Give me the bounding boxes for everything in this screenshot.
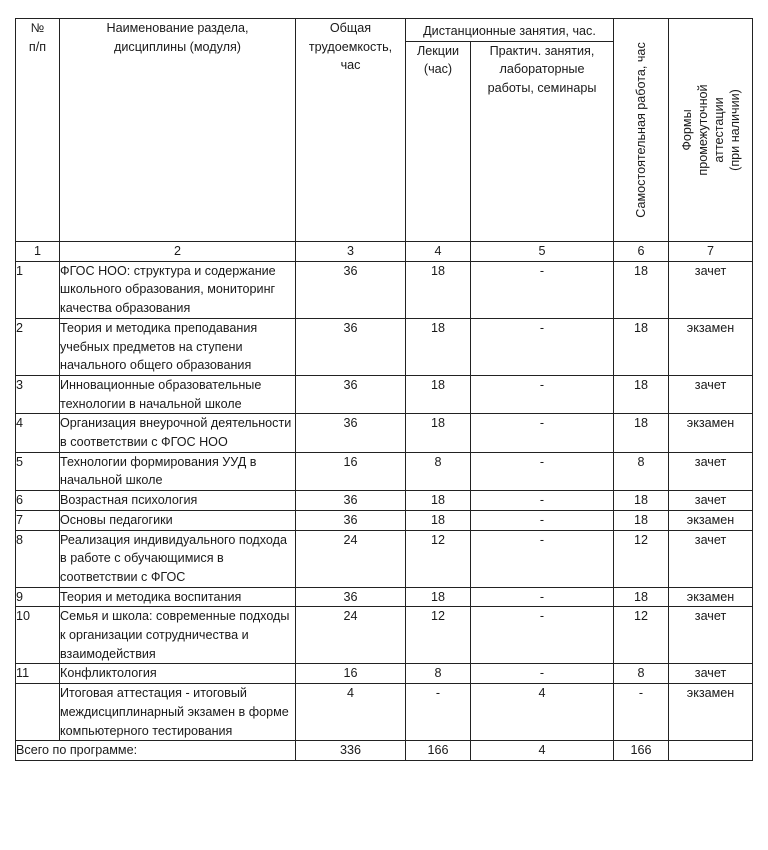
row-number: 1 — [16, 261, 60, 318]
row-lecture-hours: 12 — [406, 530, 471, 587]
table-row — [16, 530, 753, 587]
row-self-work-hours: 12 — [614, 607, 669, 664]
row-number: 9 — [16, 587, 60, 607]
row-discipline-name: Инновационные образовательные технологии в начальной школе — [60, 375, 296, 413]
column-number: 6 — [614, 242, 669, 262]
row-number: 11 — [16, 664, 60, 684]
row-discipline-name: Технологии формирования УУД в начальной школе — [60, 452, 296, 490]
column-number: 7 — [669, 242, 753, 262]
row-number: 2 — [16, 318, 60, 375]
row-self-work-hours: 18 — [614, 375, 669, 413]
header-attestation — [669, 19, 753, 242]
row-number: 6 — [16, 491, 60, 511]
row-practice-hours: - — [471, 452, 614, 490]
row-self-work-hours: 18 — [614, 318, 669, 375]
row-total-hours: 16 — [296, 664, 406, 684]
header-self-work — [614, 19, 669, 242]
totals-row — [16, 741, 753, 761]
row-total-hours: 36 — [296, 261, 406, 318]
header-self-work-label: Самостоятельная работа, час — [634, 42, 649, 218]
row-practice-hours: - — [471, 510, 614, 530]
totals-total: 336 — [296, 741, 406, 761]
row-attestation-form: зачет — [669, 261, 753, 318]
row-practice-hours: - — [471, 607, 614, 664]
row-number: 3 — [16, 375, 60, 413]
header-distance-group: Дистанционные занятия, час. — [406, 19, 614, 42]
row-discipline-name: Конфликтология — [60, 664, 296, 684]
row-practice-hours: 4 — [471, 684, 614, 741]
row-number: 5 — [16, 452, 60, 490]
row-lecture-hours: 18 — [406, 510, 471, 530]
row-total-hours: 36 — [296, 510, 406, 530]
table-body — [16, 261, 753, 741]
row-total-hours: 36 — [296, 318, 406, 375]
row-self-work-hours: 18 — [614, 587, 669, 607]
row-discipline-name: Теория и методика преподавания учебных предметов на ступени начального общего образования — [60, 318, 296, 375]
row-lecture-hours: 8 — [406, 452, 471, 490]
row-discipline-name: Теория и методика воспитания — [60, 587, 296, 607]
row-attestation-form: зачет — [669, 664, 753, 684]
row-practice-hours: - — [471, 664, 614, 684]
row-attestation-form: зачет — [669, 530, 753, 587]
row-number: 10 — [16, 607, 60, 664]
row-lecture-hours: 18 — [406, 491, 471, 511]
table-row — [16, 664, 753, 684]
row-total-hours: 24 — [296, 607, 406, 664]
totals-lectures: 166 — [406, 741, 471, 761]
row-attestation-form: экзамен — [669, 684, 753, 741]
row-total-hours: 36 — [296, 587, 406, 607]
table-row — [16, 684, 753, 741]
row-self-work-hours: 8 — [614, 664, 669, 684]
row-practice-hours: - — [471, 587, 614, 607]
row-lecture-hours: 18 — [406, 261, 471, 318]
row-number: 4 — [16, 414, 60, 452]
header-practice: Практич. занятия, лабораторные работы, семинары — [471, 41, 614, 241]
column-number: 5 — [471, 242, 614, 262]
header-row — [16, 19, 753, 42]
row-practice-hours: - — [471, 491, 614, 511]
row-practice-hours: - — [471, 261, 614, 318]
header-attestation-label: Формы промежуточной аттестации (при наличии) — [679, 84, 742, 176]
row-total-hours: 36 — [296, 491, 406, 511]
row-total-hours: 16 — [296, 452, 406, 490]
row-lecture-hours: 18 — [406, 414, 471, 452]
column-number: 4 — [406, 242, 471, 262]
table-row — [16, 607, 753, 664]
row-discipline-name: ФГОС НОО: структура и содержание школьного образования, мониторинг качества образования — [60, 261, 296, 318]
row-self-work-hours: 18 — [614, 261, 669, 318]
row-self-work-hours: 12 — [614, 530, 669, 587]
row-lecture-hours: 18 — [406, 318, 471, 375]
row-discipline-name: Основы педагогики — [60, 510, 296, 530]
row-attestation-form: экзамен — [669, 587, 753, 607]
row-self-work-hours: 18 — [614, 491, 669, 511]
curriculum-table — [15, 18, 753, 761]
row-self-work-hours: 18 — [614, 510, 669, 530]
table-row — [16, 261, 753, 318]
table-row — [16, 414, 753, 452]
row-attestation-form: зачет — [669, 491, 753, 511]
totals-form — [669, 741, 753, 761]
row-practice-hours: - — [471, 530, 614, 587]
table-row — [16, 375, 753, 413]
table-row — [16, 491, 753, 511]
row-lecture-hours: 12 — [406, 607, 471, 664]
row-practice-hours: - — [471, 318, 614, 375]
row-attestation-form: экзамен — [669, 510, 753, 530]
table-row — [16, 510, 753, 530]
table-row — [16, 587, 753, 607]
row-lecture-hours: 18 — [406, 375, 471, 413]
header-total: Общая трудоемкость, час — [296, 19, 406, 242]
header-num: № п/п — [16, 19, 60, 242]
row-attestation-form: зачет — [669, 452, 753, 490]
row-total-hours: 36 — [296, 375, 406, 413]
row-total-hours: 24 — [296, 530, 406, 587]
row-total-hours: 4 — [296, 684, 406, 741]
row-total-hours: 36 — [296, 414, 406, 452]
row-lecture-hours: 18 — [406, 587, 471, 607]
totals-label: Всего по программе: — [16, 741, 296, 761]
column-numbers-row — [16, 242, 753, 262]
row-attestation-form: зачет — [669, 375, 753, 413]
row-discipline-name: Организация внеурочной деятельности в соответствии с ФГОС НОО — [60, 414, 296, 452]
row-discipline-name: Реализация индивидуального подхода в работе с обучающимися в соответствии с ФГОС — [60, 530, 296, 587]
row-discipline-name: Итоговая аттестация - итоговый междисциплинарный экзамен в форме компьютерного тестирования — [60, 684, 296, 741]
row-number — [16, 684, 60, 741]
row-self-work-hours: 18 — [614, 414, 669, 452]
row-practice-hours: - — [471, 414, 614, 452]
row-lecture-hours: 8 — [406, 664, 471, 684]
row-discipline-name: Семья и школа: современные подходы к организации сотрудничества и взаимодействия — [60, 607, 296, 664]
table-row — [16, 318, 753, 375]
column-number: 3 — [296, 242, 406, 262]
row-practice-hours: - — [471, 375, 614, 413]
row-self-work-hours: - — [614, 684, 669, 741]
row-attestation-form: зачет — [669, 607, 753, 664]
header-name: Наименование раздела, дисциплины (модуля) — [60, 19, 296, 242]
row-number: 7 — [16, 510, 60, 530]
row-attestation-form: экзамен — [669, 414, 753, 452]
row-number: 8 — [16, 530, 60, 587]
header-lectures: Лекции (час) — [406, 41, 471, 241]
row-attestation-form: экзамен — [669, 318, 753, 375]
column-number: 1 — [16, 242, 60, 262]
totals-practice: 4 — [471, 741, 614, 761]
totals-self: 166 — [614, 741, 669, 761]
column-number: 2 — [60, 242, 296, 262]
row-lecture-hours: - — [406, 684, 471, 741]
row-discipline-name: Возрастная психология — [60, 491, 296, 511]
row-self-work-hours: 8 — [614, 452, 669, 490]
table-row — [16, 452, 753, 490]
